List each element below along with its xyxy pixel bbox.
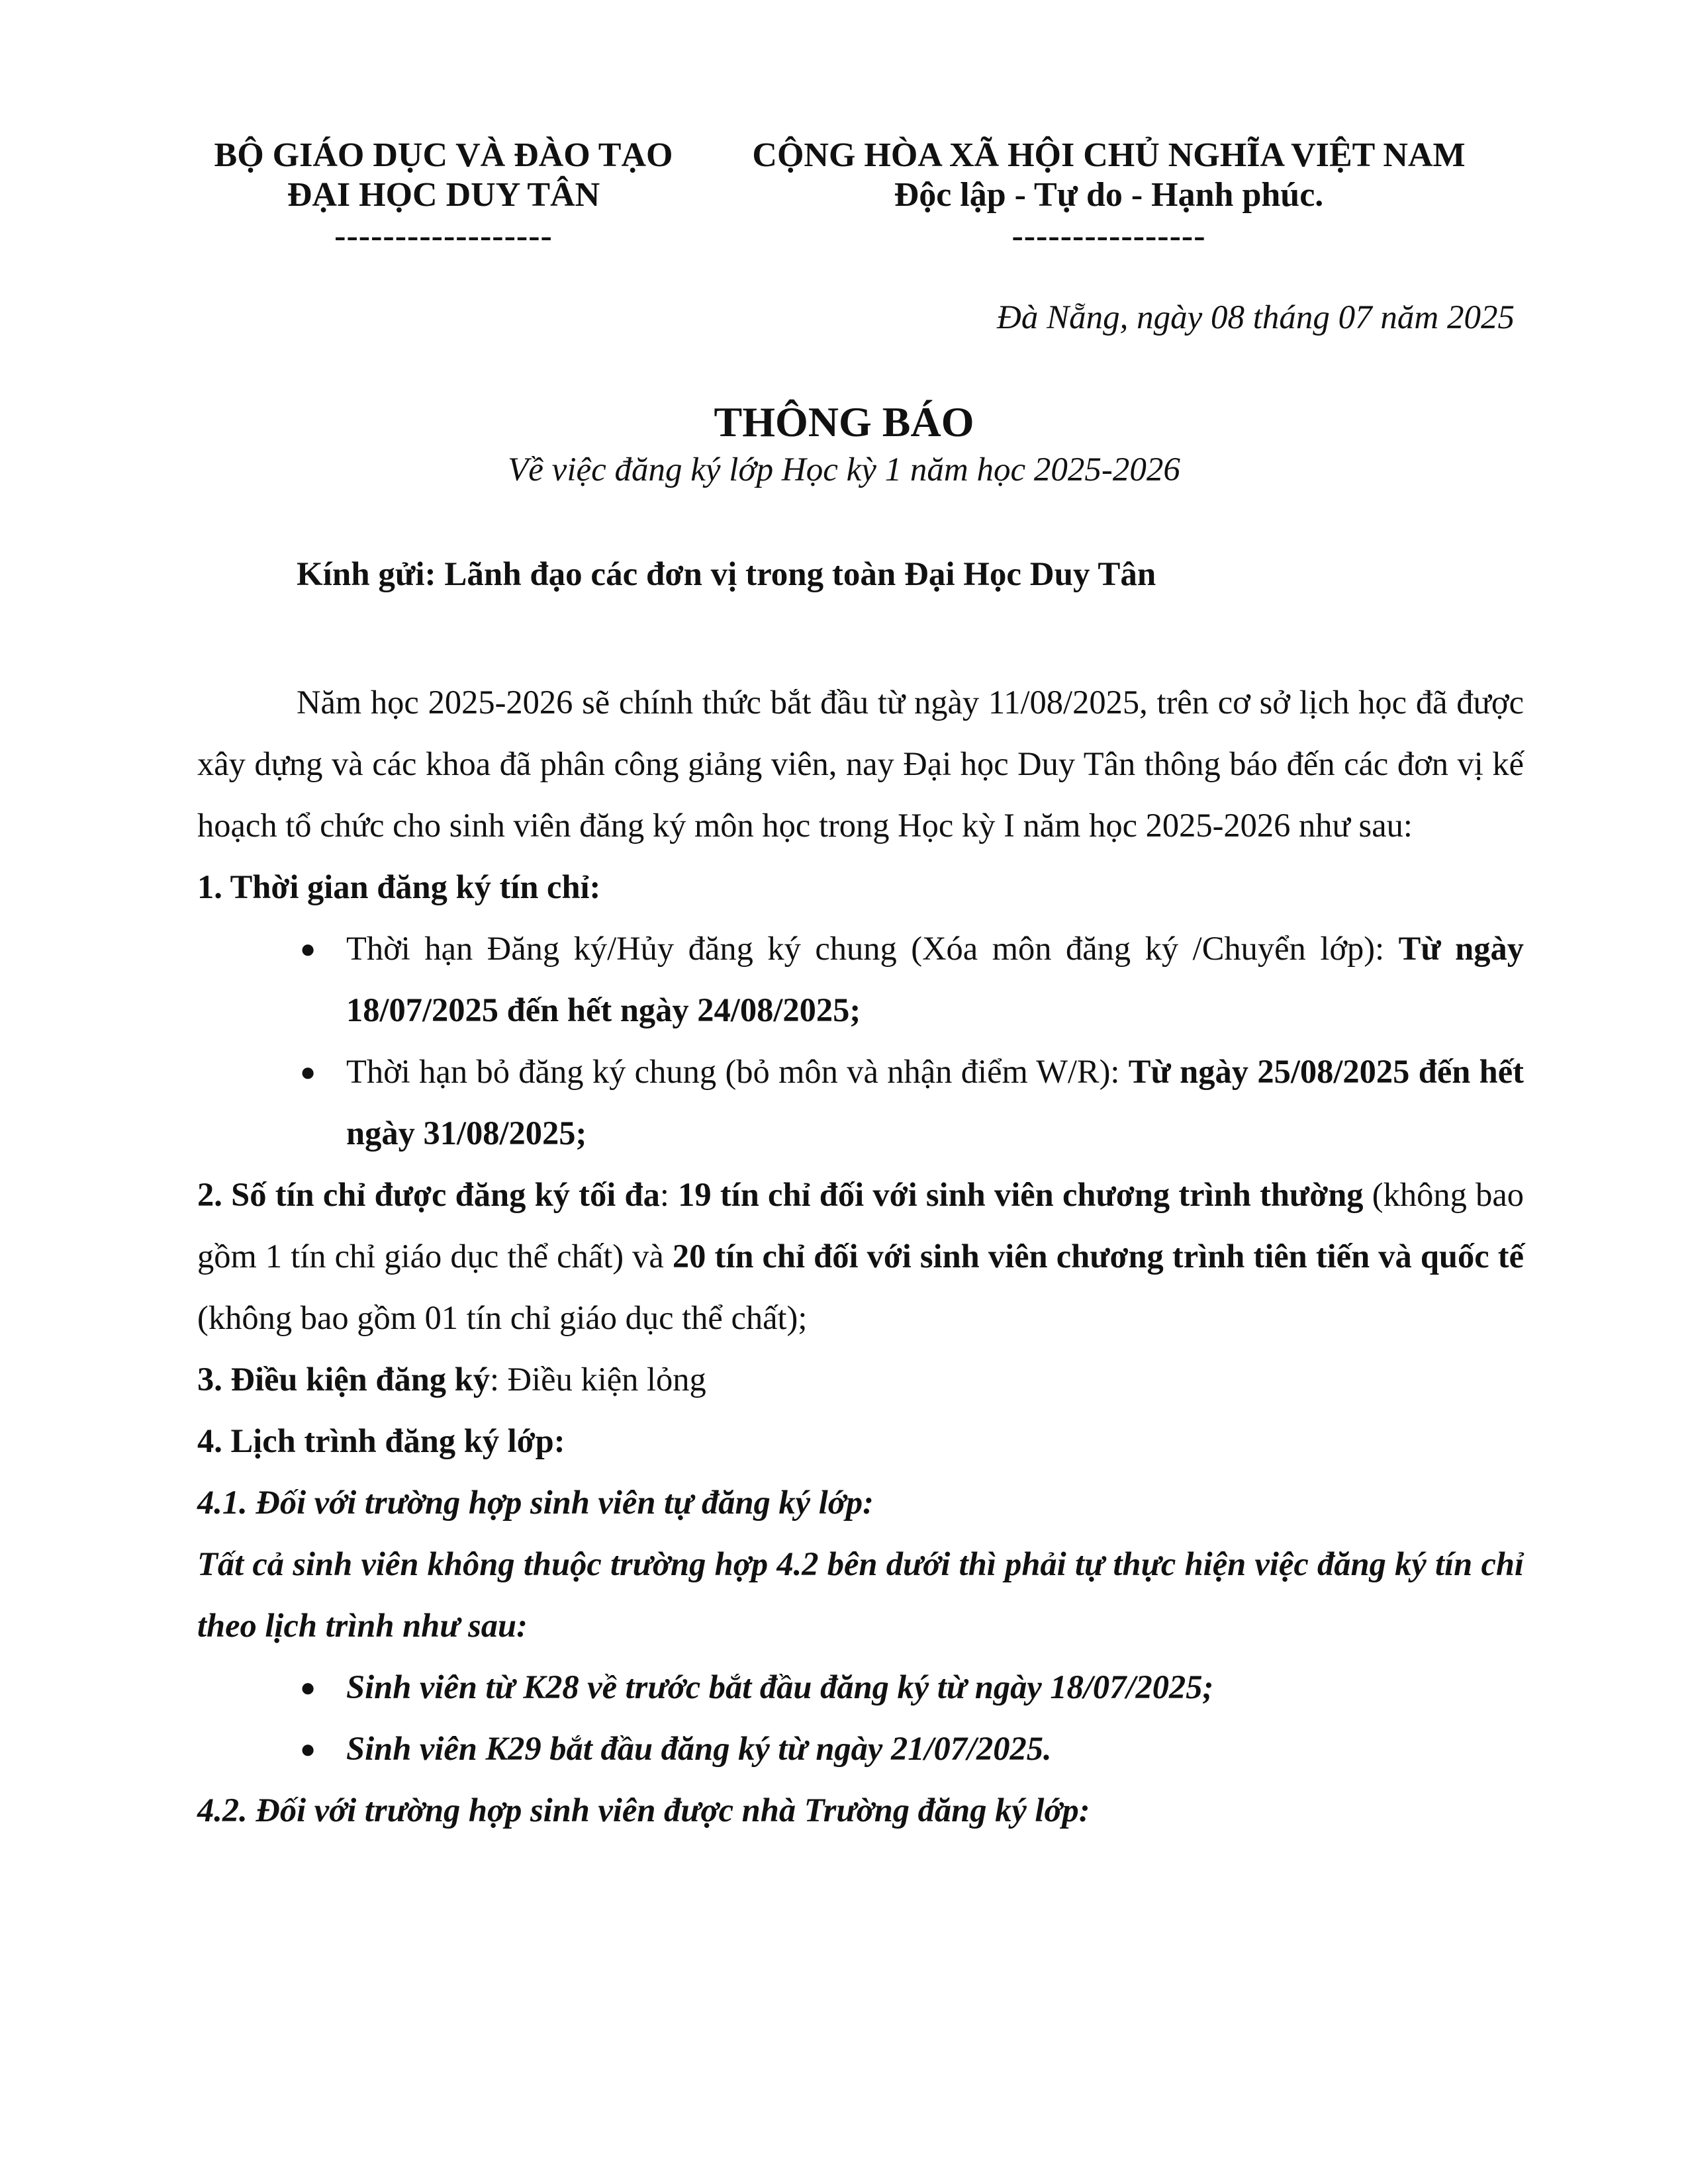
list-item [197, 1718, 1524, 1780]
credit-limit-regular: 19 tín chỉ đối với sinh viên chương trình thường [678, 1176, 1364, 1213]
deadline-dates: Từ ngày 25/08/2025 đến hết ngày 31/08/2025; [346, 1053, 1524, 1152]
bullet-icon: ● [300, 1672, 316, 1702]
section4-heading: 4. Lịch trình đăng ký lớp: [197, 1422, 565, 1459]
header-national [722, 136, 1496, 256]
section2-text2: (không bao gồm 01 tín chỉ giáo dục thể chất); [197, 1299, 808, 1336]
recipient-line: Kính gửi: Lãnh đạo các đơn vị trong toàn Đại Học Duy Tân [297, 556, 1156, 593]
section3-label: 3. Điều kiện đăng ký [197, 1361, 490, 1398]
credit-limit-advanced: 20 tín chỉ đối với sinh viên chương trình tiên tiến và quốc tế [672, 1238, 1524, 1275]
deadline-text: Thời hạn bỏ đăng ký chung (bỏ môn và nhận điểm W/R): [346, 1053, 1129, 1090]
section2-paragraph [197, 1164, 1524, 1349]
section2-label: 2. Số tín chỉ được đăng ký tối đa [197, 1176, 660, 1213]
section1-list [197, 918, 1524, 1164]
ministry-name: BỘ GIÁO DỤC VÀ ĐÀO TẠO [214, 136, 673, 174]
list-item [197, 918, 1524, 1041]
header-right-divider: ---------------- [1011, 217, 1206, 255]
section2-colon: : [659, 1176, 679, 1213]
section4-1-heading: 4.1. Đối với trường hợp sinh viên tự đăng ký lớp: [197, 1484, 874, 1521]
university-name: ĐẠI HỌC DUY TÂN [287, 176, 600, 214]
header-left-divider: ------------------ [334, 217, 553, 255]
national-motto: Độc lập - Tự do - Hạnh phúc. [894, 176, 1324, 214]
list-item [197, 1041, 1524, 1164]
section4-1-intro: Tất cả sinh viên không thuộc trường hợp 4.2 bên dưới thì phải tự thực hiện việc đăng ký tín chỉ theo lịch trình như sau: [197, 1545, 1524, 1644]
schedule-k28: Sinh viên từ K28 về trước bắt đầu đăng ký từ ngày 18/07/2025; [346, 1668, 1214, 1706]
header-ministry [165, 136, 722, 256]
schedule-k29: Sinh viên K29 bắt đầu đăng ký từ ngày 21/07/2025. [346, 1730, 1052, 1767]
bullet-icon: ● [300, 934, 316, 964]
section2-text1: (không bao gồm 1 tín chỉ giáo dục thể chất) và [197, 1176, 1524, 1275]
document-subtitle: Về việc đăng ký lớp Học kỳ 1 năm học 2025-2026 [508, 451, 1180, 488]
date-line: Đà Nẵng, ngày 08 tháng 07 năm 2025 [997, 299, 1515, 336]
document-title: THÔNG BÁO [714, 398, 974, 445]
list-item [197, 1657, 1524, 1718]
national-title: CỘNG HÒA XÃ HỘI CHỦ NGHĨA VIỆT NAM [752, 136, 1466, 174]
deadline-text: Thời hạn Đăng ký/Hủy đăng ký chung (Xóa môn đăng ký /Chuyển lớp): [346, 930, 1399, 967]
section4-2-heading: 4.2. Đối với trường hợp sinh viên được nhà Trường đăng ký lớp: [197, 1792, 1090, 1829]
bullet-icon: ● [300, 1057, 316, 1087]
bullet-icon: ● [300, 1734, 316, 1764]
section3-text: : Điều kiện lỏng [490, 1361, 706, 1398]
section1-heading: 1. Thời gian đăng ký tín chỉ: [197, 868, 601, 905]
section4-1-list [197, 1657, 1524, 1780]
intro-paragraph: Năm học 2025-2026 sẽ chính thức bắt đầu từ ngày 11/08/2025, trên cơ sở lịch học đã được xây dựng và các khoa đã phân công giảng viên, nay Đại học Duy Tân thông báo đến các đơn vị kế hoạch tổ chức cho sinh viên đăng ký môn học trong Học kỳ I năm học 2025-2026 như sau: [197, 684, 1524, 844]
document-body [197, 672, 1524, 1841]
deadline-dates: Từ ngày 18/07/2025 đến hết ngày 24/08/2025; [346, 930, 1524, 1028]
section3-paragraph [197, 1349, 1524, 1410]
